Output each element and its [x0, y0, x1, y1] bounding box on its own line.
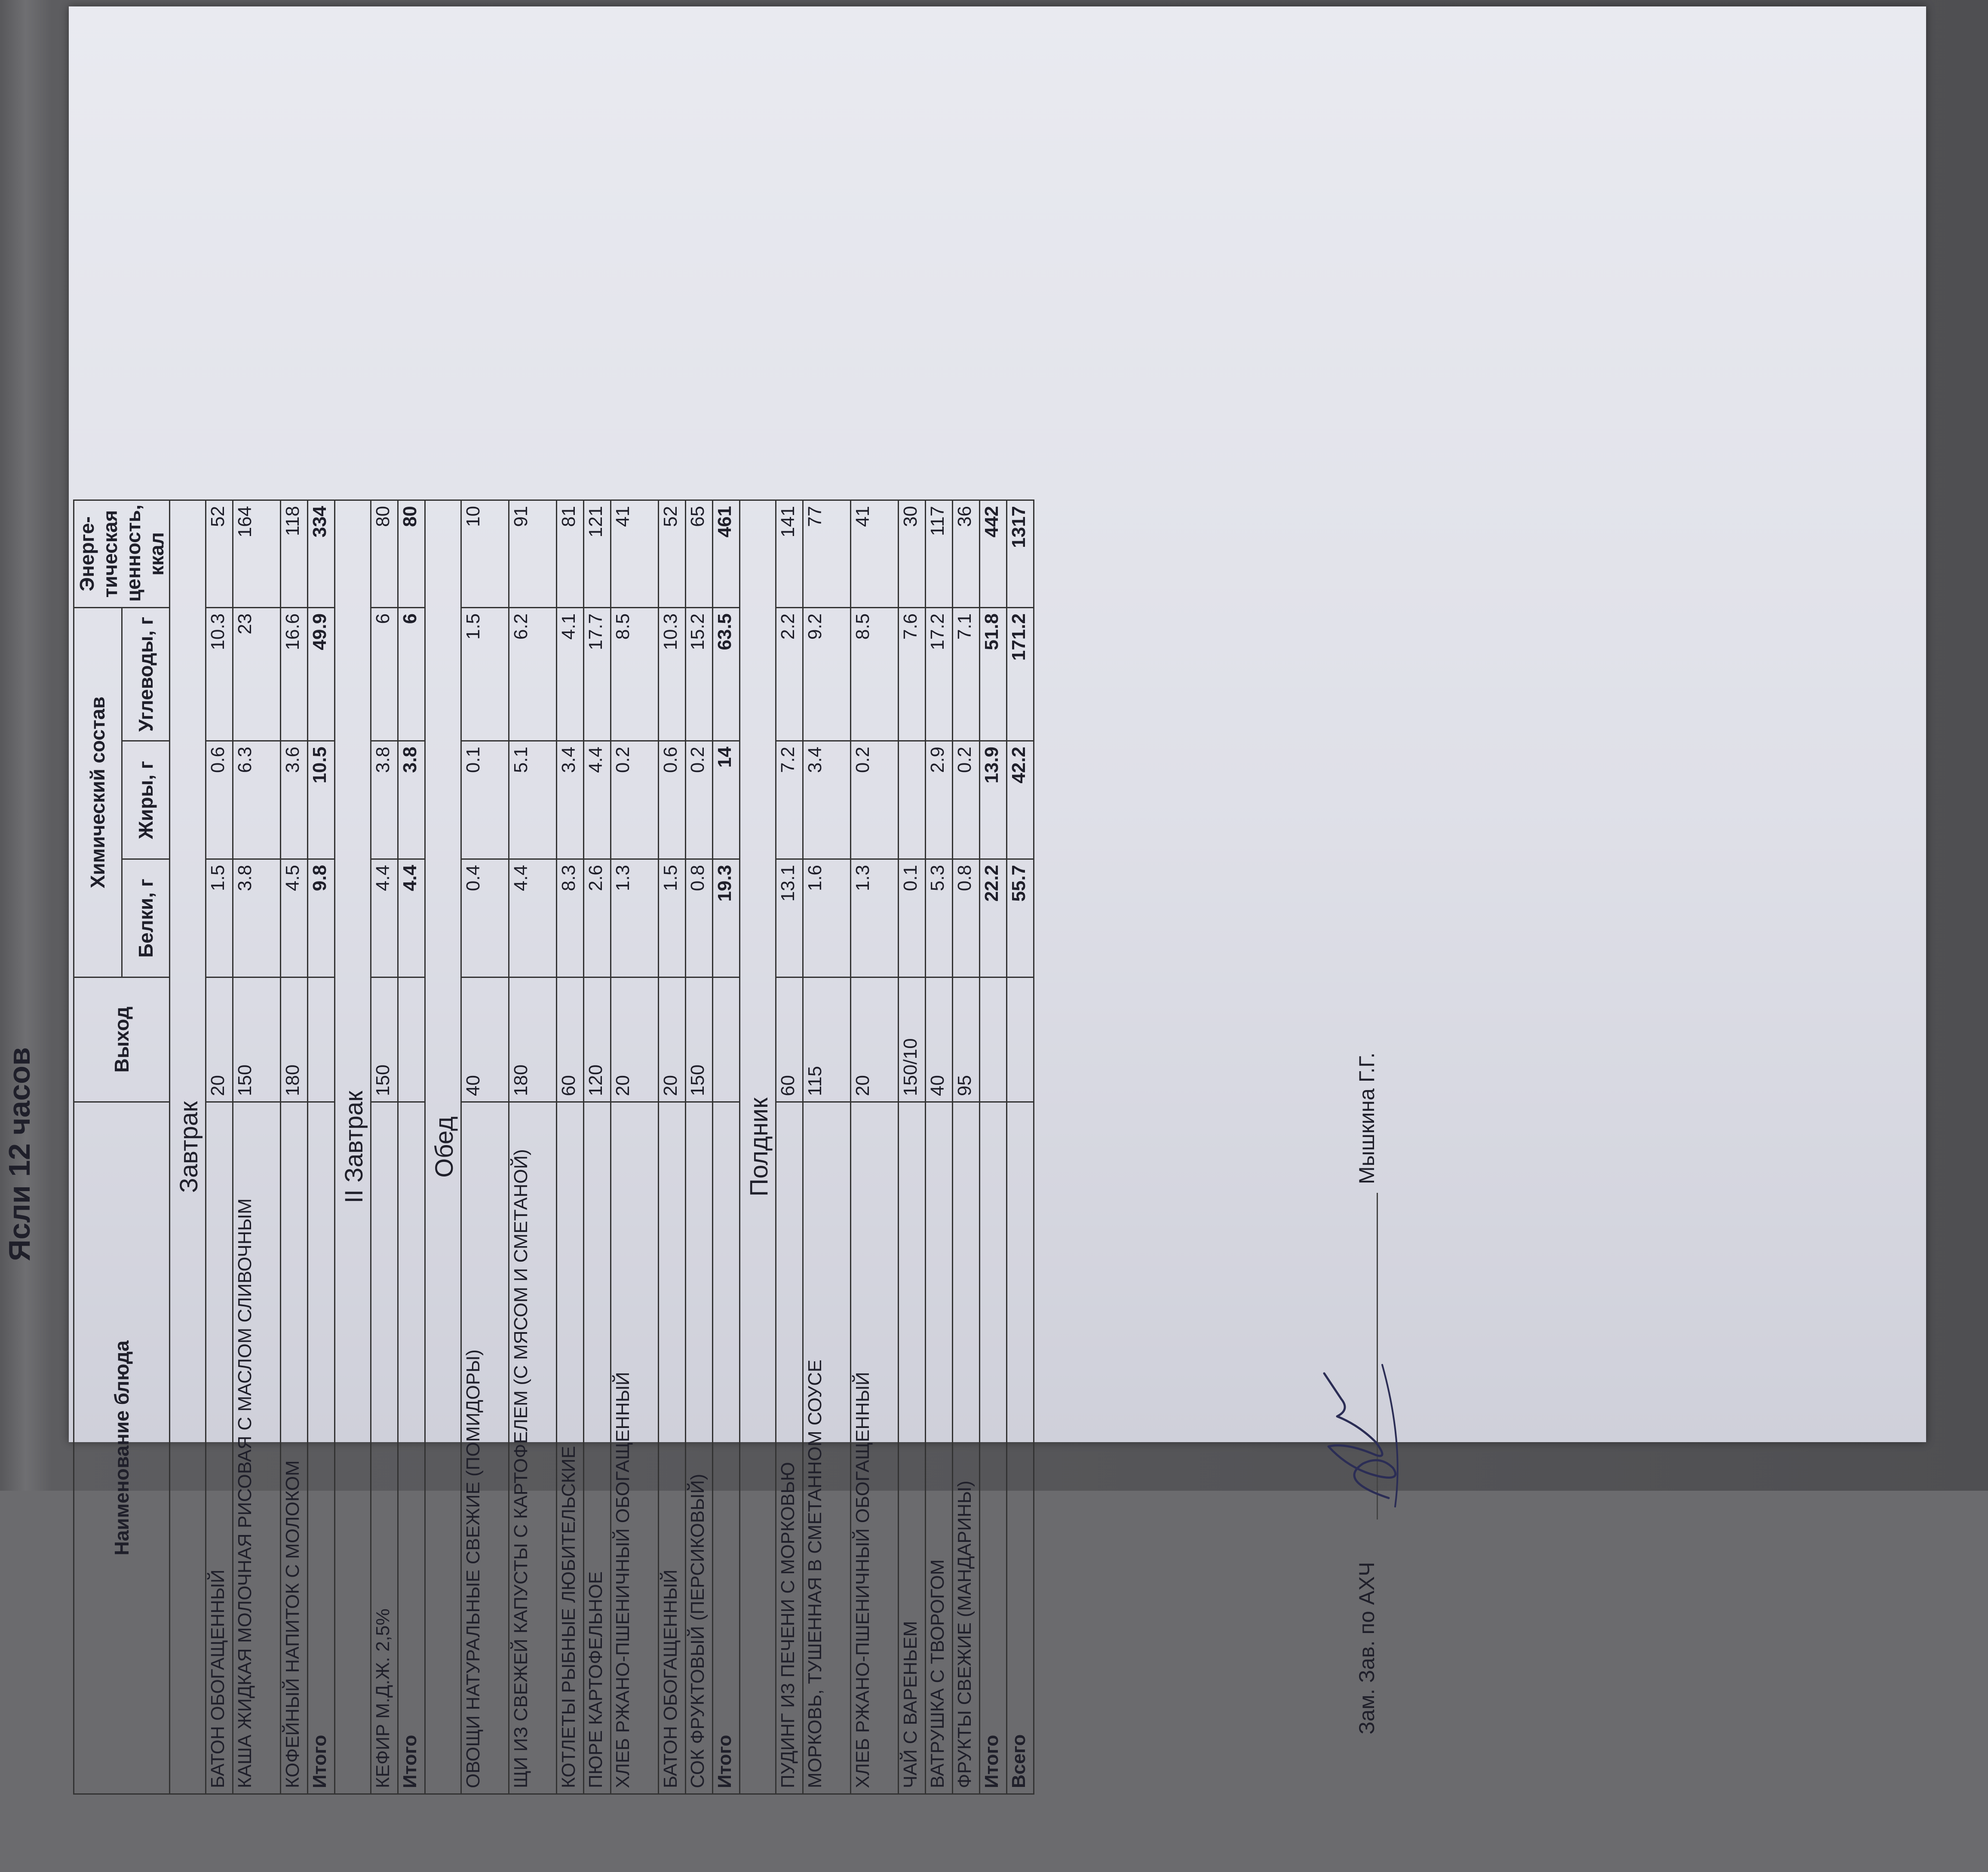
total-fat: 14 — [713, 741, 740, 859]
dish-fat: 3.8 — [371, 741, 398, 859]
dish-output: 180 — [281, 977, 308, 1102]
dish-output: 150 — [371, 977, 398, 1102]
dish-energy: 91 — [509, 500, 557, 607]
dish-name: ПЮРЕ КАРТОФЕЛЬНОЕ — [584, 1102, 611, 1794]
section-total-row — [398, 500, 425, 1794]
dish-name: ЩИ ИЗ СВЕЖЕЙ КАПУСТЫ С КАРТОФЕЛЕМ (С МЯСОМ И СМЕТАНОЙ) — [509, 1102, 557, 1794]
dish-output: 150 — [686, 977, 713, 1102]
dish-output: 20 — [611, 977, 659, 1102]
dish-name: МОРКОВЬ, ТУШЕННАЯ В СМЕТАННОМ СОУСЕ — [803, 1102, 851, 1794]
section-header-row — [740, 500, 776, 1794]
dish-carbs: 9.2 — [803, 607, 851, 741]
dish-carbs: 17.7 — [584, 607, 611, 741]
dish-protein: 3.8 — [233, 859, 281, 977]
total-energy: 461 — [713, 500, 740, 607]
total-energy: 334 — [308, 500, 335, 607]
grand-total-energy: 1317 — [1007, 500, 1034, 607]
column-header-protein: Белки, г — [122, 859, 170, 977]
dish-row — [371, 500, 398, 1794]
grand-total-protein: 55.7 — [1007, 859, 1034, 977]
total-output-empty — [713, 977, 740, 1102]
section-title: Полдник — [740, 500, 776, 1794]
dish-fat: 0.2 — [953, 741, 980, 859]
menu-sheet — [3, 6, 1926, 1788]
dish-protein: 1.5 — [206, 859, 233, 977]
dish-protein: 5.3 — [926, 859, 953, 977]
total-protein: 9.8 — [308, 859, 335, 977]
dish-row — [803, 500, 851, 1794]
dish-fat: 4.4 — [584, 741, 611, 859]
dish-protein: 0.8 — [686, 859, 713, 977]
dish-fat: 3.6 — [281, 741, 308, 859]
dish-name: ЧАЙ С ВАРЕНЬЕМ — [899, 1102, 926, 1794]
dish-name: ПУДИНГ ИЗ ПЕЧЕНИ С МОРКОВЬЮ — [776, 1102, 803, 1794]
dish-carbs: 6 — [371, 607, 398, 741]
total-protein: 19.3 — [713, 859, 740, 977]
dish-fat: 7.2 — [776, 741, 803, 859]
dish-name: КОТЛЕТЫ РЫБНЫЕ ЛЮБИТЕЛЬСКИЕ — [557, 1102, 584, 1794]
section-header-row — [335, 500, 371, 1794]
dish-row — [206, 500, 233, 1794]
total-energy: 442 — [980, 500, 1007, 607]
dish-energy: 141 — [776, 500, 803, 607]
dish-energy: 36 — [953, 500, 980, 607]
signature-name: Мышкина Г.Г. — [1355, 1052, 1379, 1184]
dish-fat: 5.1 — [509, 741, 557, 859]
dish-fat: 2.9 — [926, 741, 953, 859]
dish-output: 40 — [461, 977, 509, 1102]
dish-name: КАША ЖИДКАЯ МОЛОЧНАЯ РИСОВАЯ С МАСЛОМ СЛИВОЧНЫМ — [233, 1102, 281, 1794]
dish-row — [611, 500, 659, 1794]
section-title: Обед — [425, 500, 461, 1794]
dish-protein: 1.5 — [659, 859, 686, 977]
total-label: Итого — [398, 1102, 425, 1794]
dish-energy: 41 — [611, 500, 659, 607]
dish-row — [686, 500, 713, 1794]
age-group: Ясли 12 часов — [3, 1047, 36, 1261]
total-fat: 13.9 — [980, 741, 1007, 859]
total-carbs: 6 — [398, 607, 425, 741]
dish-carbs: 16.6 — [281, 607, 308, 741]
dish-energy: 117 — [926, 500, 953, 607]
menu-page — [0, 436, 1496, 1872]
total-energy: 80 — [398, 500, 425, 607]
dish-output: 20 — [206, 977, 233, 1102]
dish-name: ВАТРУШКА С ТВОРОГОМ — [926, 1102, 953, 1794]
dish-carbs: 8.5 — [611, 607, 659, 741]
total-fat: 10.5 — [308, 741, 335, 859]
dish-output: 60 — [557, 977, 584, 1102]
dish-fat: 0.2 — [611, 741, 659, 859]
dish-carbs: 2.2 — [776, 607, 803, 741]
dish-carbs: 7.6 — [899, 607, 926, 741]
total-label: Итого — [308, 1102, 335, 1794]
handwritten-signature — [1303, 1352, 1414, 1515]
dish-protein: 13.1 — [776, 859, 803, 977]
dish-row — [233, 500, 281, 1794]
signature-role: Зам. Зав. по АХЧ — [1355, 1562, 1379, 1734]
dish-name: БАТОН ОБОГАЩЕННЫЙ — [659, 1102, 686, 1794]
dish-carbs: 8.5 — [851, 607, 899, 741]
dish-protein: 2.6 — [584, 859, 611, 977]
dish-output: 115 — [803, 977, 851, 1102]
column-header-chemical: Химический состав — [74, 607, 122, 977]
dish-row — [281, 500, 308, 1794]
dish-output: 120 — [584, 977, 611, 1102]
dish-energy: 52 — [659, 500, 686, 607]
dish-output: 60 — [776, 977, 803, 1102]
total-output-empty — [398, 977, 425, 1102]
total-output-empty — [308, 977, 335, 1102]
column-header-energy: Энерге-тическая ценность, ккал — [74, 500, 170, 607]
section-header-row — [170, 500, 206, 1794]
dish-energy: 10 — [461, 500, 509, 607]
dish-protein: 0.4 — [461, 859, 509, 977]
dish-output: 95 — [953, 977, 980, 1102]
section-total-row — [980, 500, 1007, 1794]
total-carbs: 49.9 — [308, 607, 335, 741]
section-title: II Завтрак — [335, 500, 371, 1794]
total-label: Итого — [980, 1102, 1007, 1794]
dish-energy: 41 — [851, 500, 899, 607]
dish-name: ФРУКТЫ СВЕЖИЕ (МАНДАРИНЫ) — [953, 1102, 980, 1794]
total-protein: 4.4 — [398, 859, 425, 977]
grand-total-label: Всего — [1007, 1102, 1034, 1794]
dish-carbs: 23 — [233, 607, 281, 741]
dish-energy: 77 — [803, 500, 851, 607]
dish-fat: 3.4 — [803, 741, 851, 859]
dish-output: 20 — [659, 977, 686, 1102]
section-header-row — [425, 500, 461, 1794]
dish-fat: 0.2 — [686, 741, 713, 859]
dish-fat: 0.1 — [461, 741, 509, 859]
column-header-output: Выход — [74, 977, 170, 1102]
grand-total-carbs: 171.2 — [1007, 607, 1034, 741]
total-carbs: 51.8 — [980, 607, 1007, 741]
dish-row — [557, 500, 584, 1794]
dish-row — [926, 500, 953, 1794]
dish-carbs: 1.5 — [461, 607, 509, 741]
dish-name: СОК ФРУКТОВЫЙ (ПЕРСИКОВЫЙ) — [686, 1102, 713, 1794]
dish-protein: 4.5 — [281, 859, 308, 977]
dish-carbs: 7.1 — [953, 607, 980, 741]
total-fat: 3.8 — [398, 741, 425, 859]
dish-energy: 80 — [371, 500, 398, 607]
section-total-row — [713, 500, 740, 1794]
dish-row — [509, 500, 557, 1794]
dish-energy: 30 — [899, 500, 926, 607]
dish-output: 40 — [926, 977, 953, 1102]
dish-output: 150 — [233, 977, 281, 1102]
grand-total-fat: 42.2 — [1007, 741, 1034, 859]
column-header-name: Наименование блюда — [74, 1102, 170, 1794]
dish-row — [776, 500, 803, 1794]
dish-carbs: 17.2 — [926, 607, 953, 741]
menu-table-body — [170, 500, 1034, 1794]
dish-energy: 52 — [206, 500, 233, 607]
menu-table — [73, 499, 1034, 1795]
dish-name: ОВОЩИ НАТУРАЛЬНЫЕ СВЕЖИЕ (ПОМИДОРЫ) — [461, 1102, 509, 1794]
dish-fat: 3.4 — [557, 741, 584, 859]
dish-energy: 65 — [686, 500, 713, 607]
dish-carbs: 4.1 — [557, 607, 584, 741]
dish-name: ХЛЕБ РЖАНО-ПШЕНИЧНЫЙ ОБОГАЩЕННЫЙ — [611, 1102, 659, 1794]
grand-total-output-empty — [1007, 977, 1034, 1102]
dish-fat — [899, 741, 926, 859]
dish-protein: 4.4 — [509, 859, 557, 977]
dish-fat: 0.2 — [851, 741, 899, 859]
dish-energy: 118 — [281, 500, 308, 607]
dish-row — [953, 500, 980, 1794]
dish-output: 150/10 — [899, 977, 926, 1102]
dish-protein: 1.6 — [803, 859, 851, 977]
dish-carbs: 10.3 — [206, 607, 233, 741]
dish-protein: 8.3 — [557, 859, 584, 977]
dish-protein: 0.8 — [953, 859, 980, 977]
dish-carbs: 6.2 — [509, 607, 557, 741]
dish-row — [584, 500, 611, 1794]
dish-protein: 1.3 — [611, 859, 659, 977]
column-header-carbs: Углеводы, г — [122, 607, 170, 741]
total-carbs: 63.5 — [713, 607, 740, 741]
rotated-page-frame — [0, 436, 1496, 1872]
total-output-empty — [980, 977, 1007, 1102]
dish-name: КОФЕЙНЫЙ НАПИТОК С МОЛОКОМ — [281, 1102, 308, 1794]
dish-energy: 164 — [233, 500, 281, 607]
dish-protein: 0.1 — [899, 859, 926, 977]
dish-output: 20 — [851, 977, 899, 1102]
dish-row — [899, 500, 926, 1794]
dish-fat: 0.6 — [659, 741, 686, 859]
dish-carbs: 10.3 — [659, 607, 686, 741]
dish-row — [659, 500, 686, 1794]
dish-output: 180 — [509, 977, 557, 1102]
dish-fat: 6.3 — [233, 741, 281, 859]
dish-name: ХЛЕБ РЖАНО-ПШЕНИЧНЫЙ ОБОГАЩЕННЫЙ — [851, 1102, 899, 1794]
dish-row — [461, 500, 509, 1794]
dish-row — [851, 500, 899, 1794]
total-label: Итого — [713, 1102, 740, 1794]
dish-protein: 1.3 — [851, 859, 899, 977]
dish-fat: 0.6 — [206, 741, 233, 859]
dish-energy: 121 — [584, 500, 611, 607]
grand-total-row — [1007, 500, 1034, 1794]
total-protein: 22.2 — [980, 859, 1007, 977]
dish-name: БАТОН ОБОГАЩЕННЫЙ — [206, 1102, 233, 1794]
dish-protein: 4.4 — [371, 859, 398, 977]
column-header-fat: Жиры, г — [122, 741, 170, 859]
section-total-row — [308, 500, 335, 1794]
dish-name: КЕФИР М.Д.Ж. 2,5% — [371, 1102, 398, 1794]
dish-energy: 81 — [557, 500, 584, 607]
section-title: Завтрак — [170, 500, 206, 1794]
dish-carbs: 15.2 — [686, 607, 713, 741]
